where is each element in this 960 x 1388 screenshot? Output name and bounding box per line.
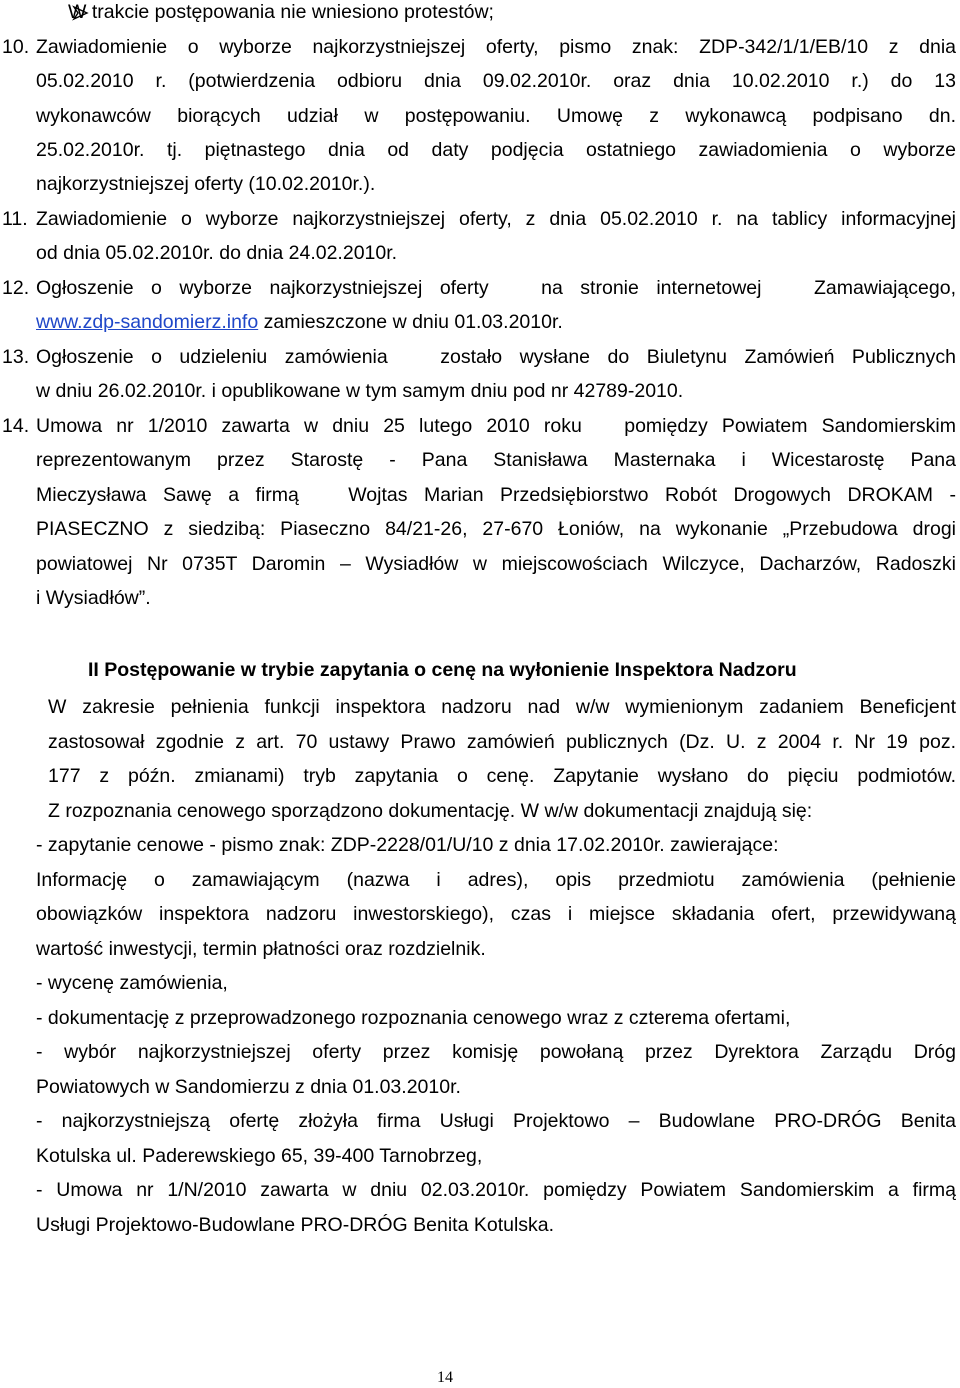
item-14-line-6: i Wysiadłów”.	[36, 587, 151, 609]
doc-line-3: obowiązków inspektora nadzoru inwestorskiego), czas i miejsce składania ofert, przewidywaną	[36, 903, 956, 925]
bullet-text: W trakcie postępowania nie wniesiono protestów;	[68, 1, 494, 23]
item-14-line-2: reprezentowanym przez Starostę - Pana Stanisława Masternaka i Wicestarostę Pana	[36, 449, 956, 471]
intro-line-4: Z rozpoznania cenowego sporządzono dokumentację. W w/w dokumentacji znajdują się:	[48, 800, 813, 822]
doc-line-10: Kotulska ul. Paderewskiego 65, 39-400 Tarnobrzeg,	[36, 1145, 483, 1167]
item-10-line-2: 05.02.2010 r. (potwierdzenia odbioru dnia 09.02.2010r. oraz dnia 10.02.2010 r.) do 13	[36, 70, 956, 92]
item-14-line-5: powiatowej Nr 0735T Daromin – Wysiadłów w miejscowościach Wilczyce, Dacharzów, Radoszki	[36, 553, 956, 575]
item-14-line-4: PIASECZNO z siedzibą: Piaseczno 84/21-26, 27-670 Łoniów, na wykonanie „Przebudowa drogi	[36, 518, 956, 540]
item-12-line-2	[36, 310, 956, 334]
doc-line-1: - zapytanie cenowe - pismo znak: ZDP-2228/01/U/10 z dnia 17.02.2010r. zawierające:	[36, 834, 779, 856]
website-link[interactable]: www.zdp-sandomierz.info	[36, 311, 259, 333]
page-number: 14	[437, 1369, 453, 1386]
item-14-line-3: Mieczysława Sawę a firmą Wojtas Marian Przedsiębiorstwo Robót Drogowych DROKAM -	[36, 484, 956, 506]
item-11-line-1: Zawiadomienie o wyborze najkorzystniejszej oferty, z dnia 05.02.2010 r. na tablicy informacyjnej	[36, 208, 956, 230]
section-heading: II Postępowanie w trybie zapytania o cenę na wyłonienie Inspektora Nadzoru	[88, 659, 797, 681]
document-page: W trakcie postępowania nie wniesiono protestów; 10. Zawiadomienie o wyborze najkorzystniejszej oferty, pismo znak: ZDP-342/1/1/EB/10 z dnia 05.02.2010 r. (potwierdzenia odbioru dnia 09.02.2010r. oraz dnia 10.02.2010 r.) do 13 wykonawców biorących udział w postępowaniu. Umowę z wykonawcą podpisano dn. 25.02.2010r. tj. piętnastego dnia od daty podjęcia ostatniego zawiadomienia o wyborze najkorzystniejszej oferty (10.02.2010r.). 11. Zawiadomienie o wyborze najkorzystniejszej oferty, z dnia 05.02.2010 r. na tablicy informacyjnej od dnia 05.02.2010r. do dnia 24.02.2010r. 12. Ogłoszenie o wyborze najkorzystniejszej oferty na stronie internetowej Zamawiającego, www.zdp-sandomierz.info zamieszczone w dniu 01.03.2010r. 13. Ogłoszenie o udzieleniu zamówienia zostało wysłane do Biuletynu Zamówień Publicznych w dniu 26.02.2010r. i opublikowane w tym samym dniu pod nr 42789-2010. 14. Umowa nr 1/2010 zawarta w dniu 25 lutego 2010 roku pomiędzy Powiatem Sandomierskim reprezentowanym przez Starostę - Pana Stanisława Masternaka i Wicestarostę Pana Mieczysława Sawę a firmą Wojtas Marian Przedsiębiorstwo Robót Drogowych DROKAM - PIASECZNO z siedzibą: Piaseczno 84/21-26, 27-670 Łoniów, na wykonanie „Przebudowa drogi powiatowej Nr 0735T Daromin – Wysiadłów w miejscowościach Wilczyce, Dacharzów, Radoszki i Wysiadłów”. II Postępowanie w trybie zapytania o cenę na wyłonienie Inspektora Nadzoru W zakresie pełnienia funkcji inspektora nadzoru nad w/w wymienionym zadaniem Beneficjent zastosował zgodnie z art. 70 ustawy Prawo zamówień publicznych (Dz. U. z 2004 r. Nr 19 poz. 177 z późn. zmianami) tryb zapytania o cenę. Zapytanie wysłano do pięciu podmiotów. Z rozpoznania cenowego sporządzono dokumentację. W w/w dokumentacji znajdują się: - zapytanie cenowe - pismo znak: ZDP-2228/01/U/10 z dnia 17.02.2010r. zawierające: Informację o zamawiającym (nazwa i adres), opis przedmiotu zamówienia (pełnienie obowiązków inspektora nadzoru inwestorskiego), czas i miejsce składania ofert, przewidywaną wartość inwestycji, termin płatności oraz rozdzielnik. - wycenę zamówienia, - dokumentację z przeprowadzonego rozpoznania cenowego wraz z czterema ofertami, - wybór najkorzystniejszej oferty przez komisję powołaną przez Dyrektora Zarządu Dróg Powiatowych w Sandomierzu z dnia 01.03.2010r. - najkorzystniejszą ofertę złożyła firma Usługi Projektowo – Budowlane PRO-DRÓG Benita Kotulska ul. Paderewskiego 65, 39-400 Tarnobrzeg, - Umowa nr 1/N/2010 zawarta w dniu 02.03.2010r. pomiędzy Powiatem Sandomierskim a firmą Usługi Projektowo-Budowlane PRO-DRÓG Benita Kotulska. 14	[2, 1, 956, 1386]
doc-line-9: - najkorzystniejszą ofertę złożyła firma Usługi Projektowo – Budowlane PRO-DRÓG Benita	[36, 1110, 956, 1132]
item-10-line-5: najkorzystniejszej oferty (10.02.2010r.).	[36, 173, 376, 195]
doc-line-8: Powiatowych w Sandomierzu z dnia 01.03.2010r.	[36, 1076, 461, 1098]
item-13-line-2: w dniu 26.02.2010r. i opublikowane w tym samym dniu pod nr 42789-2010.	[36, 380, 684, 402]
doc-line-2: Informację o zamawiającym (nazwa i adres), opis przedmiotu zamówienia (pełnienie	[36, 869, 956, 891]
item-13-line-1: Ogłoszenie o udzieleniu zamówienia zostało wysłane do Biuletynu Zamówień Publicznych	[36, 346, 956, 368]
doc-line-7: - wybór najkorzystniejszej oferty przez komisję powołaną przez Dyrektora Zarządu Dróg	[36, 1041, 956, 1063]
intro-line-1: W zakresie pełnienia funkcji inspektora nadzoru nad w/w wymienionym zadaniem Beneficjent	[48, 696, 956, 718]
intro-line-2: zastosował zgodnie z art. 70 ustawy Prawo zamówień publicznych (Dz. U. z 2004 r. Nr 19 poz.	[48, 731, 956, 753]
doc-line-4: wartość inwestycji, termin płatności oraz rozdzielnik.	[36, 938, 486, 960]
doc-line-12: Usługi Projektowo-Budowlane PRO-DRÓG Benita Kotulska.	[36, 1214, 555, 1236]
doc-line-11: - Umowa nr 1/N/2010 zawarta w dniu 02.03.2010r. pomiędzy Powiatem Sandomierskim a firmą	[36, 1179, 956, 1201]
doc-line-5: - wycenę zamówienia,	[36, 972, 228, 994]
doc-line-6: - dokumentację z przeprowadzonego rozpoznania cenowego wraz z czterema ofertami,	[36, 1007, 791, 1029]
intro-line-3: 177 z późn. zmianami) tryb zapytania o cenę. Zapytanie wysłano do pięciu podmiotów.	[48, 765, 956, 787]
item-12-suffix: zamieszczone w dniu 01.03.2010r.	[258, 311, 563, 333]
item-11-line-2: od dnia 05.02.2010r. do dnia 24.02.2010r.	[36, 242, 398, 264]
item-10-line-3: wykonawców biorących udział w postępowaniu. Umowę z wykonawcą podpisano dn.	[36, 105, 956, 127]
item-14-line-1: Umowa nr 1/2010 zawarta w dniu 25 lutego 2010 roku pomiędzy Powiatem Sandomierskim	[36, 415, 956, 437]
item-10-line-1: Zawiadomienie o wyborze najkorzystniejszej oferty, pismo znak: ZDP-342/1/1/EB/10 z dnia	[36, 36, 956, 58]
item-12-line-1: Ogłoszenie o wyborze najkorzystniejszej oferty na stronie internetowej Zamawiającego,	[36, 277, 956, 299]
item-10-line-4: 25.02.2010r. tj. piętnastego dnia od daty podjęcia ostatniego zawiadomienia o wyborze	[36, 139, 956, 161]
